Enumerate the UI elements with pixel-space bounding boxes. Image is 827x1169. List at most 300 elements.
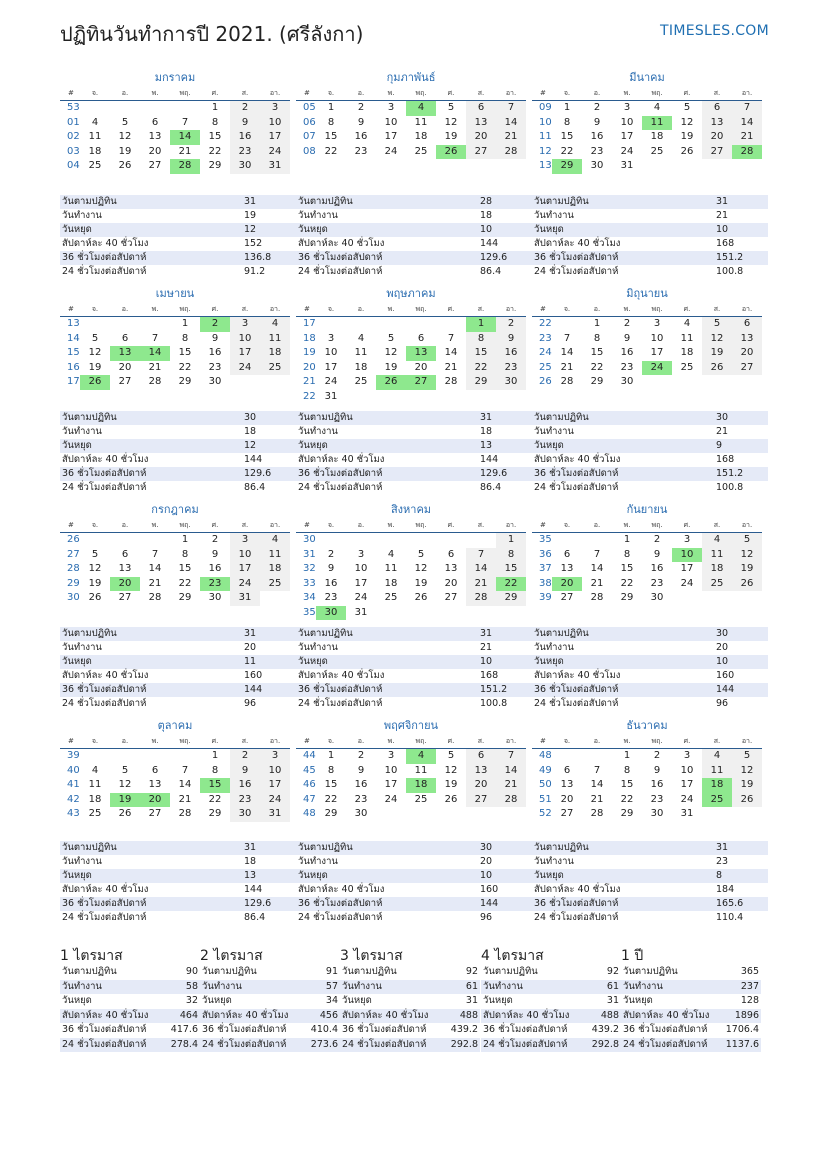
- day-cell[interactable]: 12: [444, 116, 458, 128]
- day-cell[interactable]: 20: [444, 577, 458, 589]
- day-cell[interactable]: 30: [650, 808, 664, 819]
- day-cell[interactable]: 19: [732, 562, 762, 577]
- day-cell[interactable]: 4: [683, 318, 691, 329]
- day-cell[interactable]: 6: [466, 749, 496, 764]
- day-cell[interactable]: 3: [230, 317, 260, 332]
- day-cell[interactable]: 13: [702, 116, 732, 131]
- day-cell[interactable]: 23: [496, 361, 526, 376]
- day-cell[interactable]: 13: [406, 346, 436, 361]
- day-cell[interactable]: 5: [732, 533, 762, 548]
- day-cell[interactable]: 14: [590, 779, 604, 790]
- day-cell[interactable]: 3: [260, 749, 290, 764]
- day-cell[interactable]: 18: [88, 145, 102, 157]
- day-cell[interactable]: 13: [118, 563, 132, 574]
- day-cell[interactable]: 25: [88, 808, 102, 819]
- day-cell[interactable]: 11: [680, 332, 694, 344]
- day-cell[interactable]: 19: [384, 361, 398, 373]
- day-cell[interactable]: 1: [593, 318, 601, 329]
- day-cell[interactable]: 17: [260, 130, 290, 145]
- day-cell[interactable]: 7: [593, 548, 601, 560]
- day-cell[interactable]: 4: [387, 548, 395, 560]
- day-cell[interactable]: 21: [560, 361, 574, 373]
- day-cell[interactable]: 2: [496, 317, 526, 332]
- day-cell[interactable]: 16: [324, 577, 338, 589]
- day-cell[interactable]: 12: [88, 347, 102, 358]
- day-cell[interactable]: 9: [211, 548, 219, 560]
- day-cell[interactable]: 5: [121, 116, 129, 128]
- day-cell[interactable]: 22: [496, 577, 526, 592]
- day-cell[interactable]: 26: [702, 361, 732, 376]
- day-cell[interactable]: 8: [327, 116, 335, 128]
- day-cell[interactable]: 12: [702, 332, 732, 347]
- day-cell[interactable]: 7: [447, 332, 455, 344]
- day-cell[interactable]: 15: [560, 131, 574, 142]
- day-cell[interactable]: 23: [230, 793, 260, 808]
- day-cell[interactable]: 20: [466, 778, 496, 793]
- day-cell[interactable]: 3: [653, 318, 661, 329]
- day-cell[interactable]: 22: [178, 361, 192, 373]
- day-cell[interactable]: 22: [620, 793, 634, 805]
- day-cell[interactable]: 15: [620, 779, 634, 790]
- day-cell[interactable]: 3: [683, 534, 691, 545]
- day-cell[interactable]: 19: [702, 346, 732, 361]
- day-cell[interactable]: 28: [148, 376, 162, 387]
- day-cell[interactable]: 7: [181, 116, 189, 128]
- day-cell[interactable]: 10: [260, 764, 290, 779]
- day-cell[interactable]: 27: [560, 592, 574, 603]
- day-cell[interactable]: 9: [496, 332, 526, 347]
- day-cell[interactable]: 17: [260, 778, 290, 793]
- day-cell[interactable]: 28: [560, 376, 574, 387]
- day-cell[interactable]: 2: [593, 102, 601, 113]
- day-cell[interactable]: 15: [178, 563, 192, 574]
- day-cell[interactable]: 4: [357, 332, 365, 344]
- day-cell[interactable]: 21: [496, 778, 526, 793]
- day-cell[interactable]: 23: [650, 793, 664, 805]
- day-cell[interactable]: 21: [732, 130, 762, 145]
- day-cell[interactable]: 11: [702, 548, 732, 563]
- day-cell[interactable]: 8: [181, 332, 189, 344]
- day-cell[interactable]: 11: [354, 347, 368, 358]
- day-cell[interactable]: 9: [653, 764, 661, 776]
- day-cell[interactable]: 10: [260, 116, 290, 131]
- day-cell[interactable]: 11: [384, 563, 398, 574]
- day-cell[interactable]: 24: [384, 145, 398, 157]
- day-cell[interactable]: 13: [466, 116, 496, 131]
- day-cell[interactable]: 19: [110, 793, 140, 808]
- day-cell[interactable]: 23: [354, 793, 368, 805]
- day-cell[interactable]: 16: [650, 779, 664, 790]
- day-cell[interactable]: 2: [230, 101, 260, 116]
- day-cell[interactable]: 27: [560, 808, 574, 819]
- day-cell[interactable]: 12: [118, 779, 132, 790]
- day-cell[interactable]: 30: [650, 592, 664, 603]
- day-cell[interactable]: 19: [88, 577, 102, 589]
- day-cell[interactable]: 11: [260, 332, 290, 347]
- day-cell[interactable]: 15: [496, 562, 526, 577]
- day-cell[interactable]: 21: [148, 361, 162, 373]
- day-cell[interactable]: 16: [650, 563, 664, 574]
- day-cell[interactable]: 18: [702, 778, 732, 793]
- day-cell[interactable]: 13: [110, 346, 140, 361]
- day-cell[interactable]: 27: [148, 808, 162, 819]
- day-cell[interactable]: 25: [260, 361, 290, 376]
- day-cell[interactable]: 16: [354, 131, 368, 142]
- day-cell[interactable]: 14: [732, 116, 762, 131]
- day-cell[interactable]: 20: [414, 361, 428, 373]
- day-cell[interactable]: 22: [590, 361, 604, 373]
- day-cell[interactable]: 7: [563, 332, 571, 344]
- day-cell[interactable]: 13: [560, 779, 574, 790]
- day-cell[interactable]: 28: [148, 592, 162, 603]
- day-cell[interactable]: 28: [732, 145, 762, 160]
- day-cell[interactable]: 30: [316, 606, 346, 621]
- day-cell[interactable]: 30: [230, 807, 260, 822]
- day-cell[interactable]: 14: [178, 779, 192, 790]
- day-cell[interactable]: 16: [590, 131, 604, 142]
- day-cell[interactable]: 23: [324, 592, 338, 603]
- day-cell[interactable]: 6: [151, 764, 159, 776]
- day-cell[interactable]: 7: [181, 764, 189, 776]
- day-cell[interactable]: 5: [732, 749, 762, 764]
- day-cell[interactable]: 28: [590, 592, 604, 603]
- day-cell[interactable]: 24: [620, 145, 634, 157]
- day-cell[interactable]: 6: [121, 332, 129, 344]
- day-cell[interactable]: 28: [466, 591, 496, 606]
- day-cell[interactable]: 21: [590, 793, 604, 805]
- day-cell[interactable]: 30: [620, 376, 634, 387]
- day-cell[interactable]: 21: [148, 577, 162, 589]
- day-cell[interactable]: 4: [653, 102, 661, 113]
- day-cell[interactable]: 5: [91, 548, 99, 560]
- day-cell[interactable]: 27: [466, 145, 496, 160]
- day-cell[interactable]: 16: [620, 347, 634, 358]
- day-cell[interactable]: 6: [702, 101, 732, 116]
- day-cell[interactable]: 22: [208, 145, 222, 157]
- day-cell[interactable]: 24: [260, 145, 290, 160]
- day-cell[interactable]: 1: [623, 534, 631, 545]
- day-cell[interactable]: 6: [417, 332, 425, 344]
- day-cell[interactable]: 28: [496, 145, 526, 160]
- day-cell[interactable]: 23: [590, 145, 604, 157]
- day-cell[interactable]: 26: [436, 145, 466, 160]
- day-cell[interactable]: 20: [732, 346, 762, 361]
- day-cell[interactable]: 16: [496, 346, 526, 361]
- day-cell[interactable]: 26: [732, 577, 762, 592]
- day-cell[interactable]: 25: [88, 160, 102, 171]
- day-cell[interactable]: 4: [406, 101, 436, 116]
- day-cell[interactable]: 1: [327, 750, 335, 761]
- day-cell[interactable]: 1: [181, 534, 189, 545]
- day-cell[interactable]: 15: [466, 346, 496, 361]
- day-cell[interactable]: 9: [593, 116, 601, 128]
- day-cell[interactable]: 8: [466, 332, 496, 347]
- day-cell[interactable]: 18: [650, 131, 664, 142]
- day-cell[interactable]: 14: [140, 346, 170, 361]
- day-cell[interactable]: 25: [414, 145, 428, 157]
- day-cell[interactable]: 16: [230, 130, 260, 145]
- day-cell[interactable]: 10: [324, 347, 338, 358]
- day-cell[interactable]: 7: [732, 101, 762, 116]
- day-cell[interactable]: 7: [151, 548, 159, 560]
- day-cell[interactable]: 14: [496, 764, 526, 779]
- day-cell[interactable]: 18: [680, 347, 694, 358]
- day-cell[interactable]: 9: [327, 563, 335, 574]
- day-cell[interactable]: 21: [590, 577, 604, 589]
- day-cell[interactable]: 20: [110, 577, 140, 592]
- brand-link[interactable]: TIMESLES.COM: [660, 23, 769, 39]
- day-cell[interactable]: 6: [466, 101, 496, 116]
- day-cell[interactable]: 23: [650, 577, 664, 589]
- day-cell[interactable]: 1: [211, 102, 219, 113]
- day-cell[interactable]: 2: [623, 318, 631, 329]
- day-cell[interactable]: 18: [260, 562, 290, 577]
- day-cell[interactable]: 14: [466, 562, 496, 577]
- day-cell[interactable]: 28: [178, 808, 192, 819]
- day-cell[interactable]: 15: [200, 778, 230, 793]
- day-cell[interactable]: 31: [324, 390, 338, 402]
- day-cell[interactable]: 8: [593, 332, 601, 344]
- day-cell[interactable]: 9: [357, 764, 365, 776]
- day-cell[interactable]: 24: [354, 592, 368, 603]
- day-cell[interactable]: 16: [354, 779, 368, 790]
- day-cell[interactable]: 19: [732, 778, 762, 793]
- day-cell[interactable]: 4: [260, 317, 290, 332]
- day-cell[interactable]: 17: [230, 562, 260, 577]
- day-cell[interactable]: 19: [444, 779, 458, 790]
- day-cell[interactable]: 29: [620, 808, 634, 819]
- day-cell[interactable]: 30: [230, 159, 260, 174]
- day-cell[interactable]: 21: [496, 130, 526, 145]
- day-cell[interactable]: 27: [148, 160, 162, 171]
- day-cell[interactable]: 22: [620, 577, 634, 589]
- day-cell[interactable]: 11: [642, 116, 672, 131]
- day-cell[interactable]: 8: [327, 764, 335, 776]
- day-cell[interactable]: 29: [590, 376, 604, 387]
- day-cell[interactable]: 19: [680, 131, 694, 142]
- day-cell[interactable]: 1: [181, 318, 189, 329]
- day-cell[interactable]: 26: [80, 375, 110, 390]
- day-cell[interactable]: 12: [444, 764, 458, 776]
- day-cell[interactable]: 11: [414, 764, 428, 776]
- day-cell[interactable]: 27: [466, 793, 496, 808]
- day-cell[interactable]: 23: [230, 145, 260, 160]
- day-cell[interactable]: 14: [590, 563, 604, 574]
- day-cell[interactable]: 27: [118, 592, 132, 603]
- day-cell[interactable]: 20: [118, 361, 132, 373]
- day-cell[interactable]: 5: [91, 332, 99, 344]
- day-cell[interactable]: 8: [211, 764, 219, 776]
- day-cell[interactable]: 9: [230, 116, 260, 131]
- day-cell[interactable]: 22: [208, 793, 222, 805]
- day-cell[interactable]: 17: [650, 347, 664, 358]
- day-cell[interactable]: 19: [88, 361, 102, 373]
- day-cell[interactable]: 6: [732, 317, 762, 332]
- day-cell[interactable]: 18: [702, 562, 732, 577]
- day-cell[interactable]: 22: [466, 361, 496, 376]
- day-cell[interactable]: 4: [702, 749, 732, 764]
- day-cell[interactable]: 2: [357, 750, 365, 761]
- day-cell[interactable]: 24: [680, 793, 694, 805]
- day-cell[interactable]: 25: [680, 361, 694, 373]
- day-cell[interactable]: 29: [208, 808, 222, 819]
- day-cell[interactable]: 24: [260, 793, 290, 808]
- day-cell[interactable]: 5: [387, 332, 395, 344]
- day-cell[interactable]: 25: [260, 577, 290, 592]
- day-cell[interactable]: 2: [200, 317, 230, 332]
- day-cell[interactable]: 10: [672, 548, 702, 563]
- day-cell[interactable]: 8: [623, 764, 631, 776]
- day-cell[interactable]: 12: [732, 764, 762, 779]
- day-cell[interactable]: 10: [354, 563, 368, 574]
- day-cell[interactable]: 7: [151, 332, 159, 344]
- day-cell[interactable]: 11: [260, 548, 290, 563]
- day-cell[interactable]: 31: [230, 591, 260, 606]
- day-cell[interactable]: 17: [384, 779, 398, 790]
- day-cell[interactable]: 13: [560, 563, 574, 574]
- day-cell[interactable]: 26: [118, 160, 132, 171]
- day-cell[interactable]: 5: [447, 102, 455, 113]
- day-cell[interactable]: 18: [88, 793, 102, 805]
- day-cell[interactable]: 18: [414, 131, 428, 142]
- day-cell[interactable]: 26: [88, 592, 102, 603]
- day-cell[interactable]: 21: [444, 361, 458, 373]
- day-cell[interactable]: 31: [680, 808, 694, 819]
- day-cell[interactable]: 16: [230, 778, 260, 793]
- day-cell[interactable]: 6: [151, 116, 159, 128]
- day-cell[interactable]: 14: [444, 347, 458, 358]
- day-cell[interactable]: 17: [384, 131, 398, 142]
- day-cell[interactable]: 21: [178, 793, 192, 805]
- day-cell[interactable]: 10: [230, 332, 260, 347]
- day-cell[interactable]: 10: [384, 116, 398, 128]
- day-cell[interactable]: 30: [354, 808, 368, 819]
- day-cell[interactable]: 24: [642, 361, 672, 376]
- day-cell[interactable]: 27: [732, 361, 762, 376]
- day-cell[interactable]: 2: [211, 534, 219, 545]
- day-cell[interactable]: 26: [118, 808, 132, 819]
- day-cell[interactable]: 5: [447, 750, 455, 761]
- day-cell[interactable]: 23: [208, 361, 222, 373]
- day-cell[interactable]: 22: [560, 145, 574, 157]
- day-cell[interactable]: 11: [88, 779, 102, 790]
- day-cell[interactable]: 31: [260, 807, 290, 822]
- day-cell[interactable]: 13: [148, 131, 162, 142]
- day-cell[interactable]: 27: [118, 376, 132, 387]
- day-cell[interactable]: 16: [208, 563, 222, 574]
- day-cell[interactable]: 20: [552, 577, 582, 592]
- day-cell[interactable]: 15: [324, 131, 338, 142]
- day-cell[interactable]: 21: [178, 145, 192, 157]
- day-cell[interactable]: 7: [496, 101, 526, 116]
- day-cell[interactable]: 6: [563, 764, 571, 776]
- day-cell[interactable]: 18: [354, 361, 368, 373]
- day-cell[interactable]: 13: [466, 764, 496, 779]
- day-cell[interactable]: 13: [444, 563, 458, 574]
- day-cell[interactable]: 24: [384, 793, 398, 805]
- day-cell[interactable]: 6: [121, 548, 129, 560]
- day-cell[interactable]: 29: [496, 591, 526, 606]
- day-cell[interactable]: 19: [414, 577, 428, 589]
- day-cell[interactable]: 1: [563, 102, 571, 113]
- day-cell[interactable]: 29: [552, 159, 582, 174]
- day-cell[interactable]: 7: [593, 764, 601, 776]
- day-cell[interactable]: 4: [406, 749, 436, 764]
- day-cell[interactable]: 8: [496, 548, 526, 563]
- day-cell[interactable]: 3: [387, 102, 395, 113]
- day-cell[interactable]: 2: [653, 534, 661, 545]
- day-cell[interactable]: 14: [170, 130, 200, 145]
- day-cell[interactable]: 6: [563, 548, 571, 560]
- day-cell[interactable]: 28: [444, 376, 458, 387]
- day-cell[interactable]: 22: [324, 145, 338, 157]
- day-cell[interactable]: 29: [466, 375, 496, 390]
- day-cell[interactable]: 8: [563, 116, 571, 128]
- day-cell[interactable]: 19: [444, 131, 458, 142]
- day-cell[interactable]: 25: [354, 376, 368, 387]
- day-cell[interactable]: 26: [376, 375, 406, 390]
- day-cell[interactable]: 14: [148, 563, 162, 574]
- day-cell[interactable]: 1: [327, 102, 335, 113]
- day-cell[interactable]: 25: [702, 793, 732, 808]
- day-cell[interactable]: 11: [88, 131, 102, 142]
- day-cell[interactable]: 19: [118, 145, 132, 157]
- day-cell[interactable]: 8: [211, 116, 219, 128]
- day-cell[interactable]: 24: [324, 376, 338, 387]
- day-cell[interactable]: 22: [178, 577, 192, 589]
- day-cell[interactable]: 7: [496, 749, 526, 764]
- day-cell[interactable]: 28: [590, 808, 604, 819]
- day-cell[interactable]: 23: [354, 145, 368, 157]
- day-cell[interactable]: 2: [327, 548, 335, 560]
- day-cell[interactable]: 13: [148, 779, 162, 790]
- day-cell[interactable]: 5: [417, 548, 425, 560]
- day-cell[interactable]: 7: [466, 548, 496, 563]
- day-cell[interactable]: 29: [178, 376, 192, 387]
- day-cell[interactable]: 23: [620, 361, 634, 373]
- day-cell[interactable]: 17: [354, 577, 368, 589]
- day-cell[interactable]: 12: [732, 548, 762, 563]
- day-cell[interactable]: 26: [414, 592, 428, 603]
- day-cell[interactable]: 15: [590, 347, 604, 358]
- day-cell[interactable]: 28: [170, 159, 200, 174]
- day-cell[interactable]: 15: [620, 563, 634, 574]
- day-cell[interactable]: 17: [620, 131, 634, 142]
- day-cell[interactable]: 18: [406, 778, 436, 793]
- day-cell[interactable]: 29: [178, 592, 192, 603]
- day-cell[interactable]: 22: [324, 793, 338, 805]
- day-cell[interactable]: 5: [683, 102, 691, 113]
- day-cell[interactable]: 23: [200, 577, 230, 592]
- day-cell[interactable]: 14: [496, 116, 526, 131]
- day-cell[interactable]: 17: [324, 361, 338, 373]
- day-cell[interactable]: 8: [181, 548, 189, 560]
- day-cell[interactable]: 11: [702, 764, 732, 779]
- day-cell[interactable]: 20: [466, 130, 496, 145]
- day-cell[interactable]: 15: [178, 347, 192, 358]
- day-cell[interactable]: 2: [230, 749, 260, 764]
- day-cell[interactable]: 31: [620, 160, 634, 171]
- day-cell[interactable]: 2: [357, 102, 365, 113]
- day-cell[interactable]: 1: [623, 750, 631, 761]
- day-cell[interactable]: 29: [620, 592, 634, 603]
- day-cell[interactable]: 30: [208, 592, 222, 603]
- day-cell[interactable]: 31: [260, 159, 290, 174]
- day-cell[interactable]: 10: [230, 548, 260, 563]
- day-cell[interactable]: 20: [702, 130, 732, 145]
- day-cell[interactable]: 10: [384, 764, 398, 776]
- day-cell[interactable]: 14: [560, 347, 574, 358]
